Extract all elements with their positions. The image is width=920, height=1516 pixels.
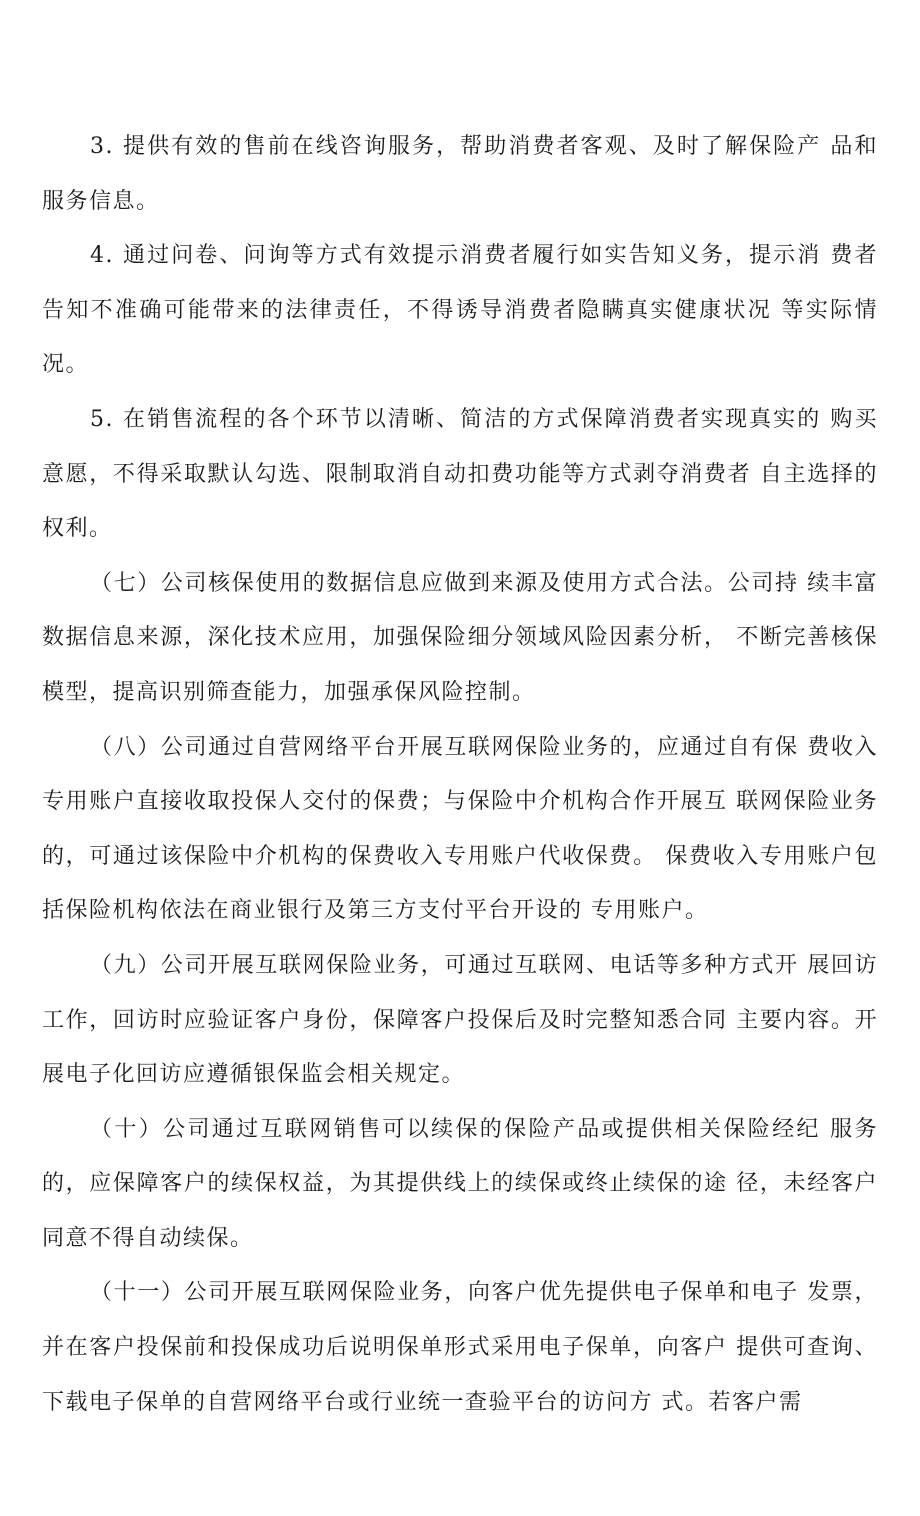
paragraph-section-10: （十）公司通过互联网销售可以续保的保险产品或提供相关保险经纪 服务的，应保障客户的续保权益，为其提供线上的续保或终止续保的途 径，未经客户同意不得自动续保。 — [42, 1116, 878, 1251]
paragraph-item-5: 5. 在销售流程的各个环节以清晰、简洁的方式保障消费者实现真实的 购买意愿，不得采取默认勾选、限制取消自动扣费功能等方式剥夺消费者 自主选择的权利。 — [42, 406, 878, 542]
paragraph-section-7: （七）公司核保使用的数据信息应做到来源及使用方式合法。公司持 续丰富数据信息来源，深化技术应用，加强保险细分领域风险因素分析， 不断完善核保模型，提高识别筛查能力，加强承保风险控制。 — [42, 570, 878, 705]
document-body — [42, 120, 878, 1430]
paragraph-section-11: （十一）公司开展互联网保险业务，向客户优先提供电子保单和电子 发票，并在客户投保前和投保成功后说明保单形式采用电子保单，向客户 提供可查询、下载电子保单的自营网络平台或行业统一查验平台的访问方 式。若客户需 — [42, 1280, 878, 1415]
paragraph-section-9: （九）公司开展互联网保险业务，可通过互联网、电话等多种方式开 展回访工作，回访时应验证客户身份，保障客户投保后及时完整知悉合同 主要内容。开展电子化回访应遵循银保监会相关规定。 — [42, 952, 878, 1088]
paragraph-item-4: 4. 通过问卷、问询等方式有效提示消费者履行如实告知义务，提示消 费者告知不准确可能带来的法律责任，不得诱导消费者隐瞒真实健康状况 等实际情况。 — [42, 243, 878, 378]
paragraph-item-3: 3. 提供有效的售前在线咨询服务，帮助消费者客观、及时了解保险产 品和服务信息。 — [42, 134, 878, 214]
paragraph-section-8: （八）公司通过自营网络平台开展互联网保险业务的，应通过自有保 费收入专用账户直接收取投保人交付的保费；与保险中介机构合作开展互 联网保险业务的，可通过该保险中介机构的保费收入专用账户代收保费。 保费收入专用账户包括保险机构依法在商业银行及第三方支付平台开设的 专用账户。 — [42, 734, 878, 924]
